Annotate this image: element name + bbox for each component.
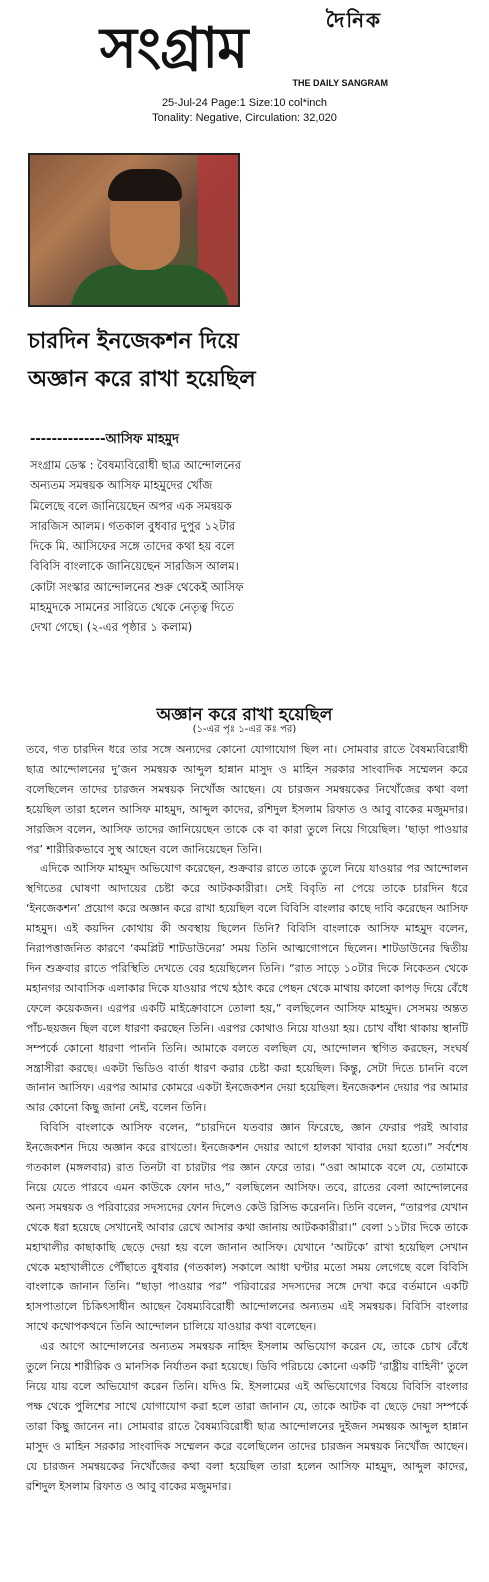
article-headline: চারদিন ইনজেকশন দিয়ে অজ্ঞান করে রাখা হয়েছিল [28,328,256,392]
continuation-title: অজ্ঞান করে রাখা হয়েছিল [156,705,333,725]
article-lead: সংগ্রাম ডেস্ক : বৈষম্যবিরোধী ছাত্র আন্দোলনের অন্যতম সমন্বয়ক আসিফ মাহমুদের খোঁজ মিলেছে বলে জানিয়েছেন অপর এক সমন্বয়ক সারজিস আলম। গতকাল বুধবার দুপুর ১২টার দিকে মি. আসিফের সঙ্গে তাদের কথা হয় বলে বিবিসি বাংলাকে জানিয়েছেন সারজিস আলম। কোটা সংস্কার আন্দোলনের শুরু থেকেই আসিফ মাহমুদকে সামনের সারিতে থেকে নেতৃত্ব দিতে দেখা গেছে। (২-এর পৃষ্ঠার ১ কলাম) [30,458,244,635]
body-paragraph: এদিকে আসিফ মাহমুদ অভিযোগ করেছেন, শুক্রবার রাতে তাকে তুলে নিয়ে যাওয়ার পর আন্দোলন স্থগিতের ঘোষণা আদায়ের চেষ্টা করে আটককারীরা। সেই বিবৃতি না পেয়ে তাকে চারদিন ধরে ‘ইনজেকশন’ প্রয়োগ করে অজ্ঞান করে রাখা হয়েছিল বলে বিবিসি বাংলার কাছে দাবি করেছেন আসিফ মাহমুদ। এই কয়দিন কোথায় কী অবস্থায় ছিলেন তিনি? বিবিসি বাংলাকে আসিফ মাহমুদ বলেন, নিরাপত্তাজনিত কারণে ‘কমপ্লিট শাটডাউনের’ সময় তিনি আত্মগোপনে ছিলেন। শাটডাউনের দ্বিতীয় দিন শুক্রবার রাতে পরিস্থিতি দেখতে বের হয়েছিলেন তিনি। “রাত সাড়ে ১০টার দিকে নিকেতন থেকে মহানগর আবাসিক এলাকার দিকে যাওয়ার পথে হঠাৎ করে পেছন থেকে মাথায় কালো কাপড় দিয়ে বেঁধে ফেলে কয়েকজন। এরপর একটি মাইক্রোবাসে তোলা হয়,” বলছিলেন আসিফ মাহমুদ। সেসময় অন্তত পাঁচ-ছয়জন ছিল বলে ধারণা করছেন তিনি। এরপর কোথাও নিয়ে যাওয়া হয়। চোখ বাঁধা থাকায় স্থানটি সম্পর্কে কোনো ধারণা পাননি তিনি। আমাকে বলতে বলছিল যে, আন্দোলন স্থগিত করছেন, সংঘর্ষ সন্ত্রাসীরা করছে। একটা ভিডিও বার্তা ধারণ করার চেষ্টা করা হয়েছিল। কিন্তু, সেটা দিতে চাননি বলে জানান আসিফ। এরপর আমার কোমরে একটা ইনজেকশন দেয়া হয়েছিল। ইনজেকশন দেয়ার পর আমার আর কোনো কিছু জানা নেই, বলেন তিনি। [26,862,468,1115]
tonality-info: Tonality: Negative, Circulation: 32,020 [152,112,337,124]
body-paragraph: তবে, গত চারদিন ধরে তার সঙ্গে অন্যদের কোনো যোগাযোগ ছিল না। সোমবার রাতে বৈষম্যবিরোধী ছাত্র আন্দোলনের দু’জন সমন্বয়ক আব্দুল হান্নান মাসুদ ও মাহিন সরকার সাংবাদিক সম্মেলন করে বলেছিলেন তাদের চারজন সমন্বয়ক নিখোঁজ আছেন। যে চারজন সমন্বয়কের নিখোঁজের কথা বলা হয়েছিল তারা হলেন আসিফ মাহমুদ, আব্দুল কাদের, রশিদুল ইসলাম রিফাত ও আবু বাকের মজুমদার। সারজিস বলেন, আসিফ তাদের জানিয়েছেন তাকে কে বা কারা তুলে নিয়ে গিয়েছিল। ‘ছাড়া পাওয়ার পর’ শারীরিকভাবে সুস্থ আছেন বলে জানিয়েছেন তিনি। [26,743,468,856]
logo-english-text: THE DAILY SANGRAM [292,78,388,88]
masthead [0,0,489,140]
photo-shirt [70,265,230,307]
continuation-body [26,740,468,1496]
body-paragraph: বিবিসি বাংলাকে আসিফ বলেন, “চারদিনে যতবার জ্ঞান ফিরেছে, জ্ঞান ফেরার পরই আবার ইনজেকশন দিয়ে অজ্ঞান করে রাখতো। ইনজেকশন দেয়ার আগে হালকা খাবার দেয়া হতো।” সর্বশেষ গতকাল (মঙ্গলবার) রাত তিনটা বা চারটার পর জ্ঞান ফেরে তার। “ওরা আমাকে বলে যে, তোমাকে নিয়ে যেতে পারবে এমন কাউকে ফোন দাও,” বলছিলেন আসিফ। তবে, রাতের বেলা আন্দোলনের অন্য সমন্বয়ক ও পরিবারের সদস্যদের ফোন দিলেও কেউ রিসিভ করেননি। তিনি বলেন, “তারপর যেখান থেকে ধরা হয়েছে সেখানেই আবার রেখে আসার কথা জানায় আটককারীরা।” বেলা ১১টার দিকে তাকে মহাখালীর কাছাকাছি ছেড়ে দেয়া হয় বলে জানান আসিফ। যেখানে ‘আটকে’ রাখা হয়েছিল সেখান থেকে মহাখালীতে পৌঁছাতে বুধবার (গতকাল) সকালে আধা ঘণ্টার মতো সময় লেগেছে বলে বিবিসি বাংলাকে জানান তিনি। “ছাড়া পাওয়ার পর” পরিবারের সদস্যদের সঙ্গে দেখা করে বর্তমানে একটি হাসপাতালে চিকিৎসাধীন আছেন বৈষম্যবিরোধী আন্দোলনের অন্যতম এই সমন্বয়ক। বিবিসি বাংলার সাথে কথোপকথনে তিনি আন্দোলন চালিয়ে যাওয়ার কথা বলেছেন। [26,1121,468,1334]
portrait-photo [28,153,240,307]
article-byline: --------------আসিফ মাহমুদ [30,432,179,447]
clip-info: 25-Jul-24 Page:1 Size:10 col*inch [161,97,328,109]
logo-main-text: সংগ্রাম [100,15,248,81]
continuation-subtitle: (১-এর পৃঃ ১-এর কঃ পর) [192,724,297,735]
photo-hair [108,169,182,201]
body-paragraph: এর আগে আন্দোলনের অন্যতম সমন্বয়ক নাহিদ ইসলাম অভিযোগ করেন যে, তাকে চোখ বেঁধে তুলে নিয়ে শারীরিক ও মানসিক নির্যাতন করা হয়েছে। ডিবি পরিচয়ে কোনো একটি ‘রাষ্ট্রীয় বাহিনী’ তুলে নিয়ে যায় বলে অভিযোগ করেন তিনি। যদিও মি. ইসলামের এই অভিযোগের বিষয়ে বিবিসি বাংলার পক্ষ থেকে পুলিশের সাথে যোগাযোগ করা হলে তারা জানান যে, তাকে আটক বা ছেড়ে দেয়া সম্পর্কে তারা কিছু জানেন না। সোমবার রাতে বৈষম্যবিরোধী ছাত্র আন্দোলনের দুইজন সমন্বয়ক আব্দুল হান্নান মাসুদ ও মাহিন সরকার সাংবাদিক সম্মেলন করে বলেছিলেন তাদের চারজন সমন্বয়ক নিখোঁজ আছেন। যে চারজন সমন্বয়কের নিখোঁজের কথা বলা হয়েছিল তারা হলেন আসিফ মাহমুদ, আব্দুল কাদের, রশিদুল ইসলাম রিফাত ও আবু বাকের মজুমদার। [26,1340,468,1493]
logo-top-text: দৈনিক [325,8,382,32]
newspaper-logo [100,6,390,86]
